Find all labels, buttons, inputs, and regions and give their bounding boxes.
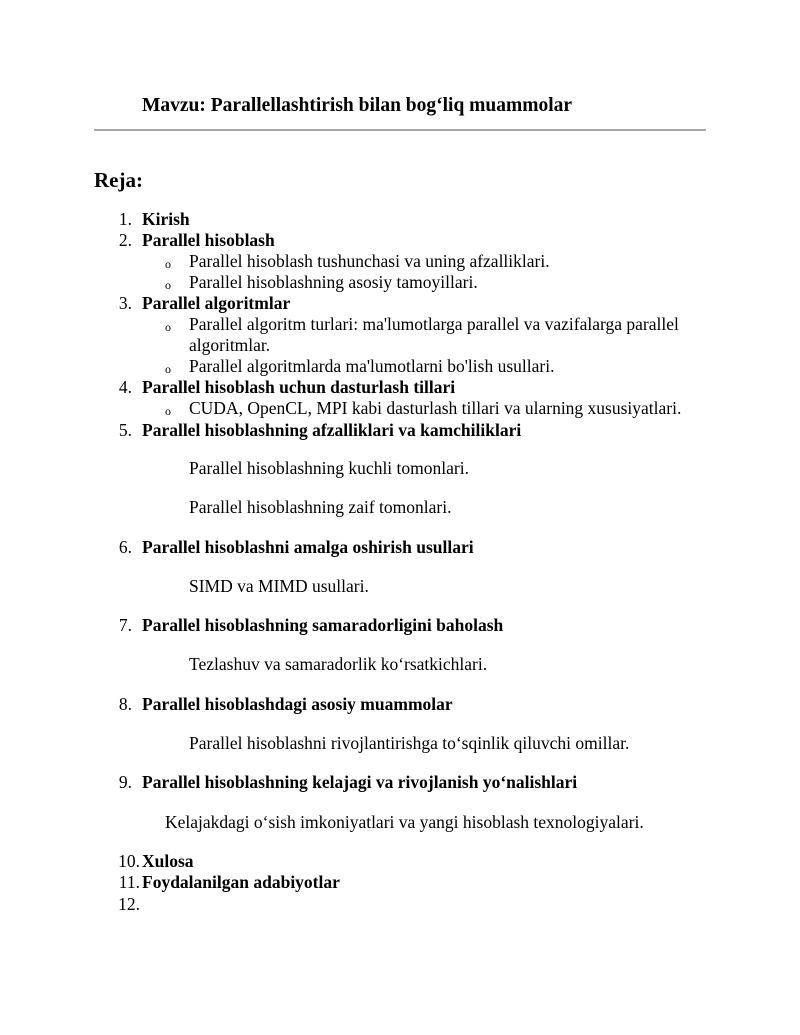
list-item-number: 1. bbox=[118, 209, 132, 229]
bullet-icon: o bbox=[165, 278, 171, 292]
sub-item-text: Parallel algoritmlarda ma'lumotlarni bo'lish usullari. bbox=[189, 356, 555, 376]
sub-item-text: Parallel hisoblashning asosiy tamoyillari. bbox=[189, 272, 478, 292]
list-item-number: 11. bbox=[118, 872, 140, 892]
list-item-number: 6. bbox=[118, 537, 132, 557]
document-title: Mavzu: Parallellashtirish bilan bog‘liq muammolar bbox=[142, 95, 573, 116]
title-divider bbox=[94, 129, 706, 131]
list-item-number: 10. bbox=[118, 851, 140, 871]
list-item-number: 3. bbox=[118, 293, 132, 313]
paragraph-text: Tezlashuv va samaradorlik ko‘rsatkichlari. bbox=[189, 654, 488, 674]
paragraph-text: SIMD va MIMD usullari. bbox=[189, 576, 369, 596]
list-item-label: Parallel hisoblashning afzalliklari va kamchiliklari bbox=[142, 420, 522, 440]
paragraph-text: Parallel hisoblashni rivojlantirishga to‘sqinlik qiluvchi omillar. bbox=[189, 733, 630, 753]
list-item-label: Parallel algoritmlar bbox=[142, 293, 291, 313]
sub-item-text: algoritmlar. bbox=[189, 335, 271, 355]
list-item-number: 4. bbox=[118, 377, 132, 397]
sub-item-text: Parallel hisoblash tushunchasi va uning afzalliklari. bbox=[189, 251, 550, 271]
list-item-label: Parallel hisoblash uchun dasturlash tillari bbox=[142, 377, 456, 397]
list-item-label: Parallel hisoblashni amalga oshirish usullari bbox=[142, 537, 474, 557]
list-item-label: Parallel hisoblashning samaradorligini baholash bbox=[142, 615, 504, 635]
bullet-icon: o bbox=[165, 320, 171, 334]
list-item-label: Parallel hisoblashning kelajagi va rivojlanish yo‘nalishlari bbox=[142, 772, 578, 792]
list-item-label: Foydalanilgan adabiyotlar bbox=[142, 872, 340, 892]
list-item-number: 7. bbox=[118, 615, 132, 635]
paragraph-text: Kelajakdagi o‘sish imkoniyatlari va yangi hisoblash texnologiyalari. bbox=[165, 812, 644, 832]
sub-item-text: Parallel algoritm turlari: ma'lumotlarga parallel va vazifalarga parallel bbox=[189, 314, 679, 334]
list-item-label: Parallel hisoblashdagi asosiy muammolar bbox=[142, 694, 453, 714]
sub-item-text: CUDA, OpenCL, MPI kabi dasturlash tillari va ularning xususiyatlari. bbox=[189, 398, 682, 418]
list-item-label: Kirish bbox=[142, 209, 190, 229]
paragraph-text: Parallel hisoblashning zaif tomonlari. bbox=[189, 497, 452, 517]
plan-heading: Reja: bbox=[94, 168, 143, 192]
list-item-label: Parallel hisoblash bbox=[142, 230, 275, 250]
list-item-number: 9. bbox=[118, 772, 132, 792]
bullet-icon: o bbox=[165, 362, 171, 376]
paragraph-text: Parallel hisoblashning kuchli tomonlari. bbox=[189, 458, 469, 478]
list-item-label: Xulosa bbox=[142, 851, 194, 871]
list-item-number: 5. bbox=[118, 420, 132, 440]
list-item-number: 8. bbox=[118, 694, 132, 714]
bullet-icon: o bbox=[165, 257, 171, 271]
list-item-number: 12. bbox=[118, 894, 140, 914]
list-item-number: 2. bbox=[118, 230, 132, 250]
bullet-icon: o bbox=[165, 404, 171, 418]
